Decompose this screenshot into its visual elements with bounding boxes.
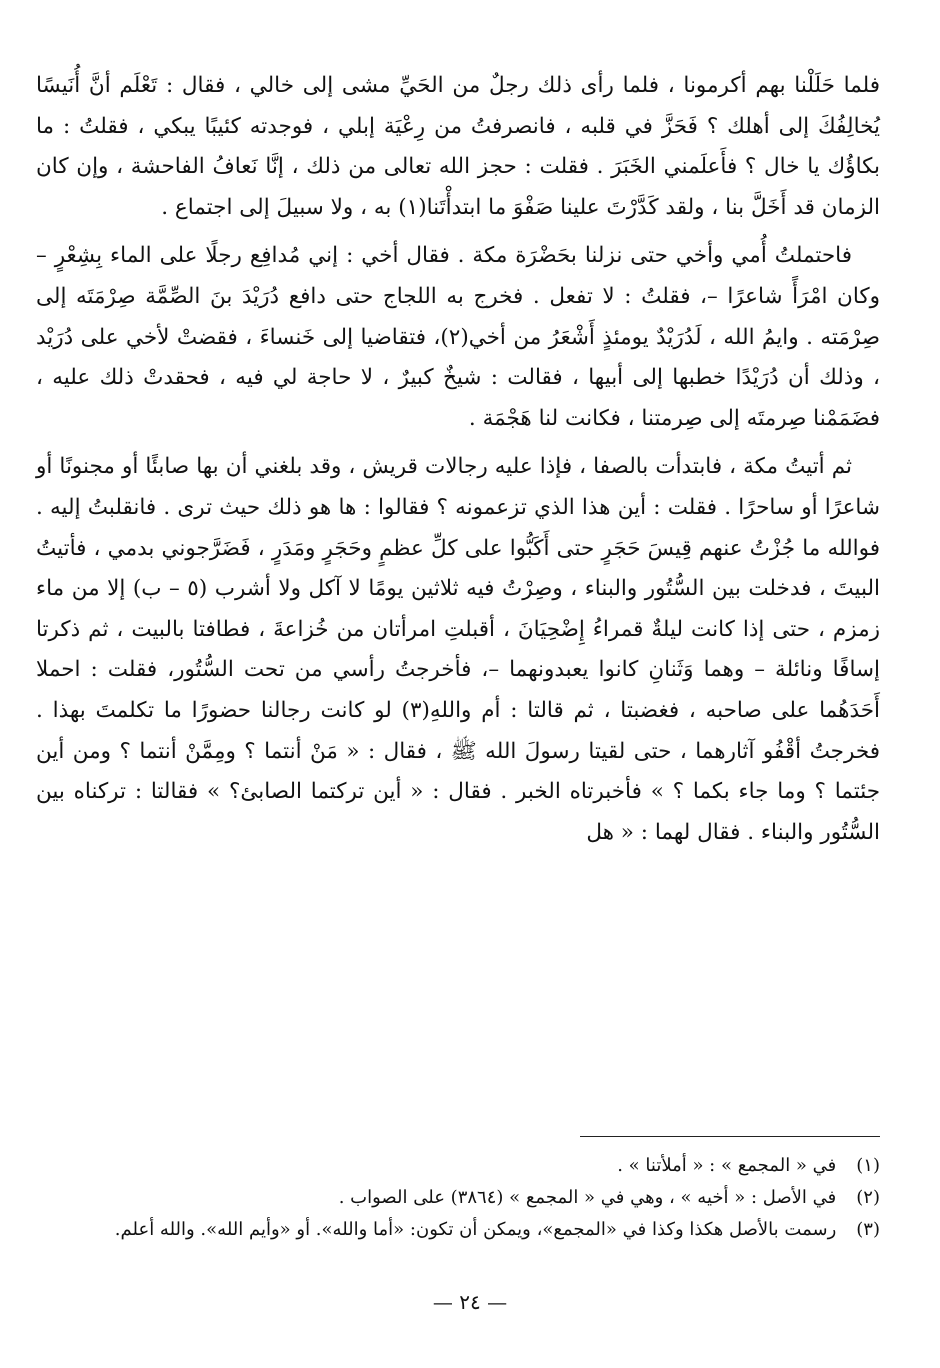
footnote-text: في الأصل : « أخيه » ، وهي في « المجمع » (٣٨٦٤) على الصواب .: [338, 1187, 837, 1208]
footnote-1: [36, 1150, 880, 1182]
footnote-separator: [580, 1136, 880, 1137]
footnote-2: [36, 1182, 880, 1214]
main-text: [36, 66, 880, 853]
paragraph-3: ثم أتيتُ مكة ، فابتدأت بالصفا ، فإذا عليه رجالات قريش ، وقد بلغني أن بها صابئًا أو مجنونًا أو شاعرًا أو ساحرًا . فقلت : أين هذا الذي تزعمونه ؟ فقالوا : ها هو ذلك حيث ترى . فانقلبتُ إليه . فوالله ما جُزْتُ عنهم قِيسَ حَجَرٍ حتى أَكَبُّوا على كلِّ عظمٍ وحَجَرٍ ومَدَرٍ ، فَضَرَّجوني بدمي ، فأتيتُ البيتَ ، فدخلت بين السُّتُور والبناء ، وصِرْتُ فيه ثلاثين يومًا لا آكل ولا أشرب (٥ – ب) إلا من ماء زمزم ، حتى إذا كانت ليلةٌ قمراءُ إِضْحِيَانَ ، أقبلتِ امرأتان من خُزاعةَ ، فطافتا بالبيت ، ثم ذكرتا إسافًا ونائلة – وهما وَثَنانِ كانوا يعبدونهما –، فأخرجتُ رأسي من تحت السُّتُور، فقلت : احملا أَحَدَهُما على صاحبه ، فغضبتا ، ثم قالتا : أم واللهِ(٣) لو كانت رجالنا حضورًا ما تكلمتَ بهذا . فخرجتُ أقْفُو آثارهما ، حتى لقيتا رسولَ الله ﷺ ، فقال : « مَنْ أنتما ؟ ومِمَّنْ أنتما ؟ ومن أين جئتما ؟ وما جاء بكما ؟ » فأخبرتاه الخبر . فقال : « أين تركتما الصابئ؟ » فقالتا : تركناه بين السُّتُور والبناء . فقال لهما : « هل: [36, 454, 880, 845]
footnote-number: (٣): [856, 1219, 880, 1240]
footnote-3: [36, 1214, 880, 1246]
paragraph-2: فاحتملتُ أُمي وأخي حتى نزلنا بحَضْرَة مكة . فقال أخي : إني مُدافِع رجلًا على الماء بِشِعْرٍ – وكان امْرَأً شاعرًا –، فقلتُ : لا تفعل . فخرج به اللجاج حتى دافع دُرَيْدَ بنَ الصِّمَّة صِرْمَتَه إلى صِرْمَته . وايمُ الله ، لَدُرَيْدٌ يومئذٍ أَشْعَرُ من أخي(٢)، فتقاضيا إلى خَنساءَ ، فقضتْ لأخي على دُرَيْد ، وذلك أن دُرَيْدًا خطبها إلى أبيها ، فقالت : شيخٌ كبيرٌ ، لا حاجة لي فيه ، فحقدتْ ذلك عليه ، فضَمَمْنا صِرمتَه إلى صِرمتنا ، فكانت لنا هَجْمَة .: [36, 243, 881, 431]
page-number: — ٢٤ —: [432, 1290, 508, 1314]
paragraph-1: فلما حَلَلْنا بهم أكرمونا ، فلما رأى ذلك رجلٌ من الحَيِّ مشى إلى خالي ، فقال : تَعْلَم أنَّ أُنَيسًا يُخالِفُكَ إلى أهلك ؟ فَحَزَّ في قلبه ، فانصرفتُ من رِعْيَة إبلي ، فوجدته كئيبًا يبكي ، فقلتُ : ما بكاؤُك يا خال ؟ فأَعلَمني الخَبَرَ . فقلت : حجز الله تعالى من ذلك ، إنَّا نَعافُ الفاحشة ، وإن كان الزمان قد أَخَلَّ بنا ، ولقد كَدَّرْتَ علينا صَفْوَ ما ابتدأْتَنا(١) به ، ولا سبيلَ إلى اجتماع .: [36, 73, 880, 220]
footnote-text: في « المجمع » : « أملأتنا » .: [617, 1155, 837, 1176]
footnote-number: (١): [856, 1155, 880, 1176]
footnote-number: (٢): [856, 1187, 880, 1208]
footnote-text: رسمت بالأصل هكذا وكذا في «المجمع»، ويمكن أن تكون: «أما والله». أو «وأيم الله». والله أعلم.: [114, 1219, 837, 1240]
footnotes: [36, 1150, 880, 1246]
